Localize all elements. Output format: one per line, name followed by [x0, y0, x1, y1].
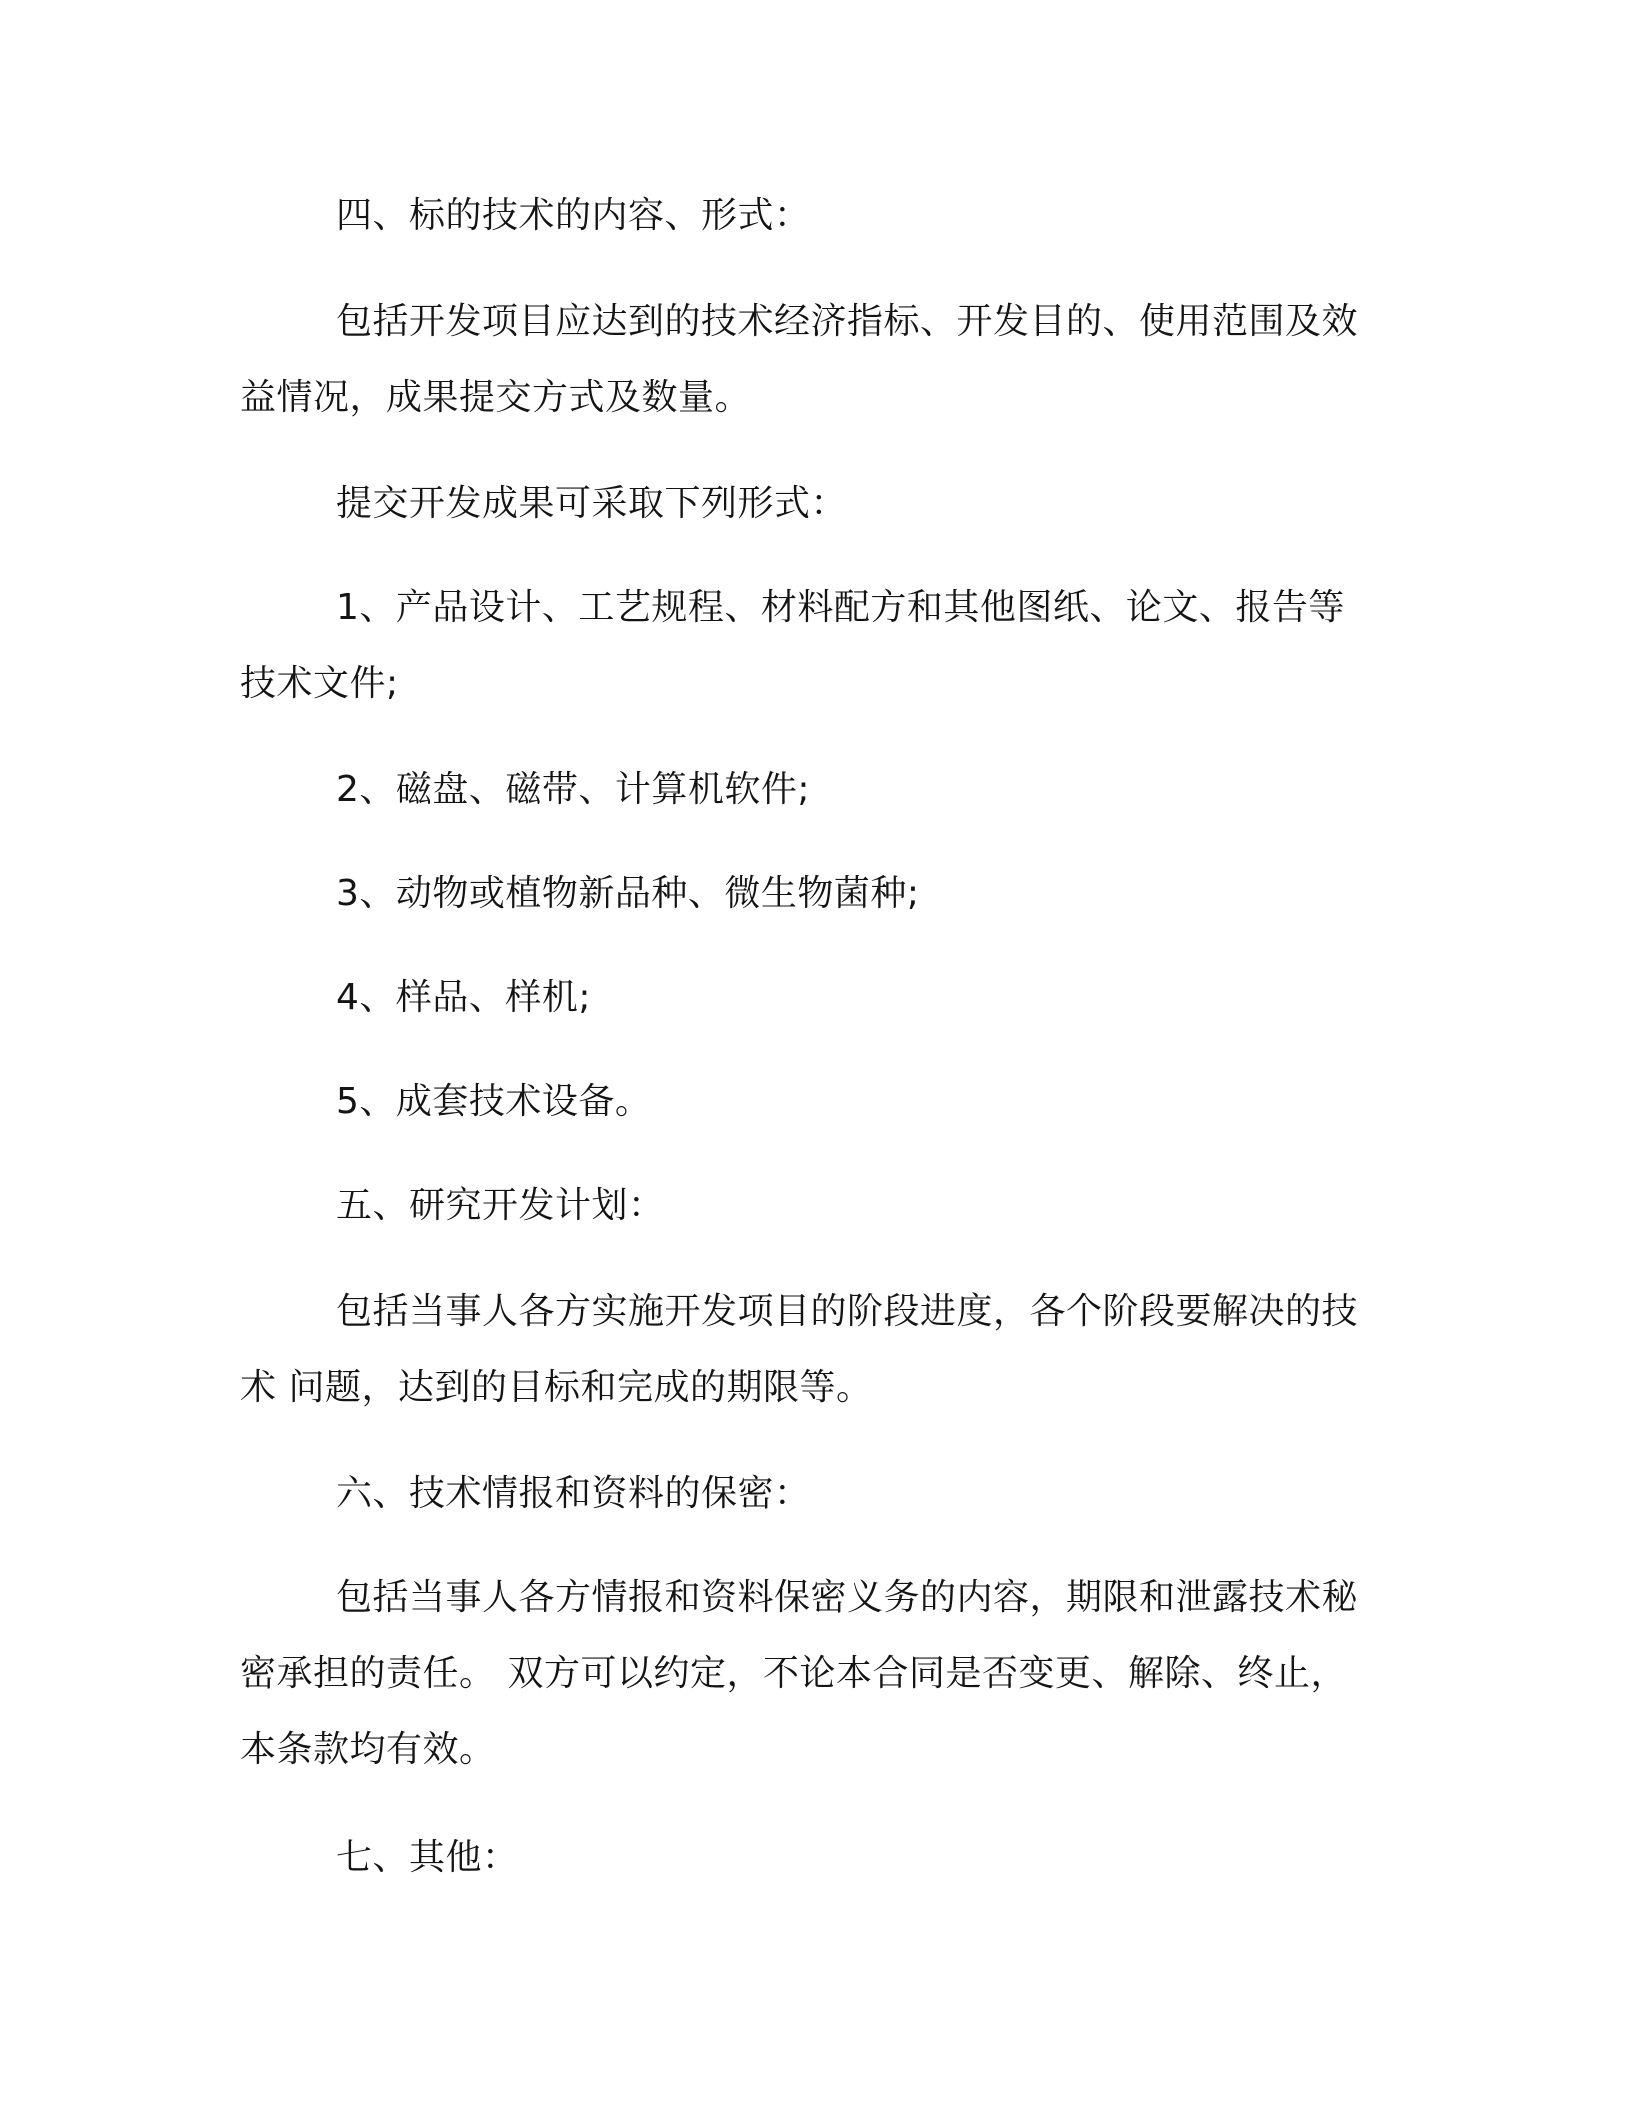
list-item-4: 4、样品、样机;: [336, 977, 592, 1018]
list-item-5: 5、成套技术设备。: [336, 1081, 652, 1122]
paragraph-research-plan: 包括当事人各方实施开发项目的阶段进度，各个阶段要解决的技术 问题，达到的目标和完成的期限等。: [240, 1291, 1359, 1408]
paragraph-confidentiality: 包括当事人各方情报和资料保密义务的内容，期限和泄露技术秘密承担的责任。 双方可以约定，不论本合同是否变更、解除、终止，本条款均有效。: [240, 1577, 1359, 1770]
section-heading-5: 五、研究开发计划：: [336, 1185, 665, 1226]
section-heading-7: 七、其他：: [336, 1837, 519, 1878]
section-heading-6: 六、技术情报和资料的保密：: [336, 1473, 811, 1514]
list-item-2: 2、磁盘、磁带、计算机软件;: [336, 769, 811, 810]
section-heading-4: 四、标的技术的内容、形式：: [336, 195, 811, 236]
list-item-1: 1、产品设计、工艺规程、材料配方和其他图纸、论文、报告等技术文件;: [240, 587, 1345, 704]
paragraph-submission-forms: 提交开发成果可采取下列形式：: [336, 483, 848, 524]
list-item-3: 3、动物或植物新品种、微生物菌种;: [336, 873, 920, 914]
paragraph-tech-content: 包括开发项目应达到的技术经济指标、开发目的、使用范围及效益情况，成果提交方式及数量。: [240, 301, 1359, 418]
